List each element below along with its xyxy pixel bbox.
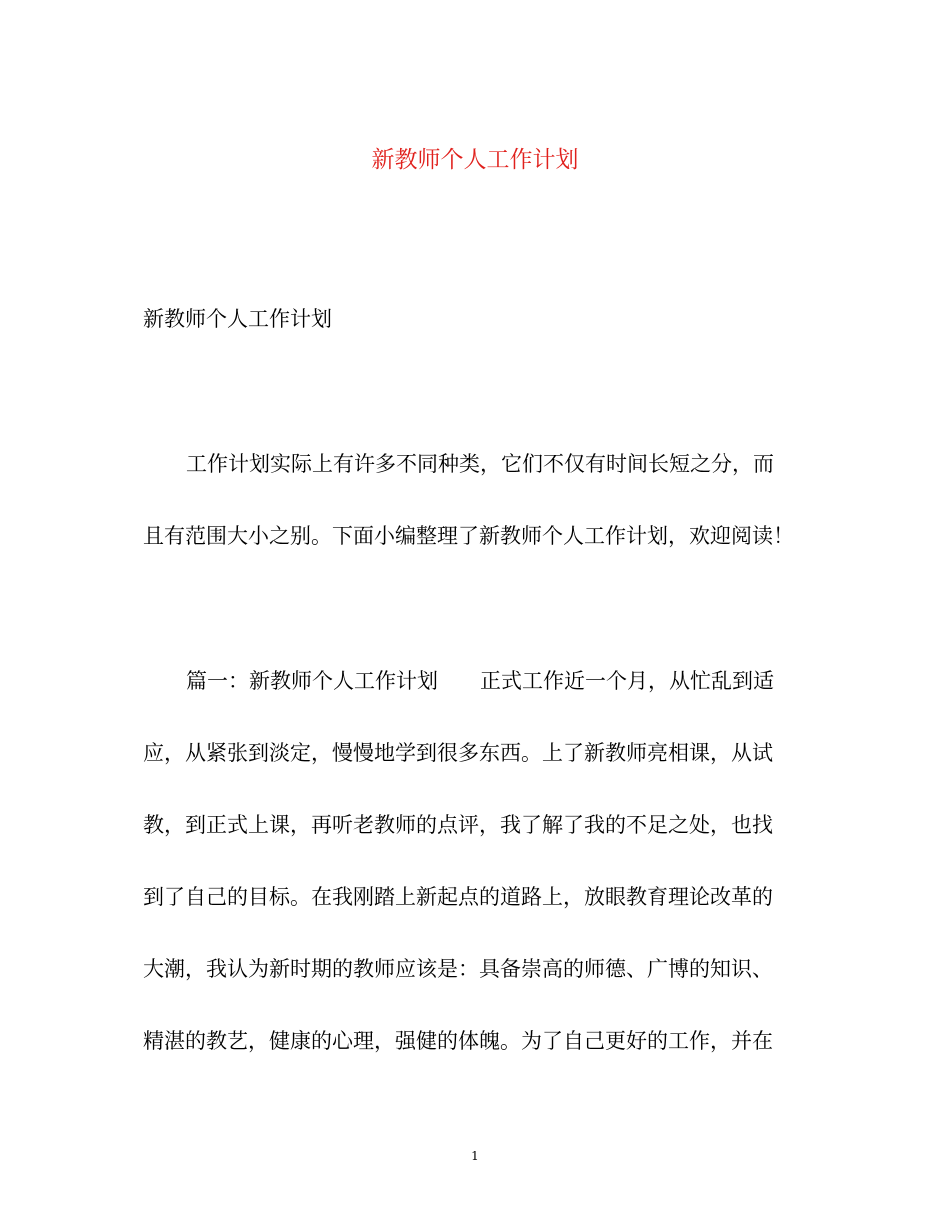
paragraph-line: 到了自己的目标。在我刚踏上新起点的道路上，放眼教育理论改革的 [143, 885, 773, 909]
paragraph-line: 应，从紧张到淡定，慢慢地学到很多东西。上了新教师亮相课，从试 [143, 741, 773, 765]
paragraph-line: 且有范围大小之别。下面小编整理了新教师个人工作计划，欢迎阅读！ [143, 524, 794, 548]
paragraph-line: 精湛的教艺，健康的心理，强健的体魄。为了自己更好的工作，并在 [143, 1029, 773, 1053]
paragraph-line: 工作计划实际上有许多不同种类，它们不仅有时间长短之分，而 [186, 452, 774, 476]
paragraph-line: 篇一：新教师个人工作计划 正式工作近一个月，从忙乱到适 [186, 669, 774, 693]
page-number: 1 [471, 1149, 479, 1163]
document-title: 新教师个人工作计划 [371, 147, 579, 173]
paragraph-line: 教，到正式上课，再听老教师的点评，我了解了我的不足之处，也找 [143, 813, 773, 837]
body-paragraph [143, 666, 808, 1098]
paragraph-line: 大潮，我认为新时期的教师应该是：具备崇高的师德、广博的知识、 [143, 957, 773, 981]
intro-paragraph [143, 449, 808, 593]
document-subtitle: 新教师个人工作计划 [143, 307, 332, 331]
